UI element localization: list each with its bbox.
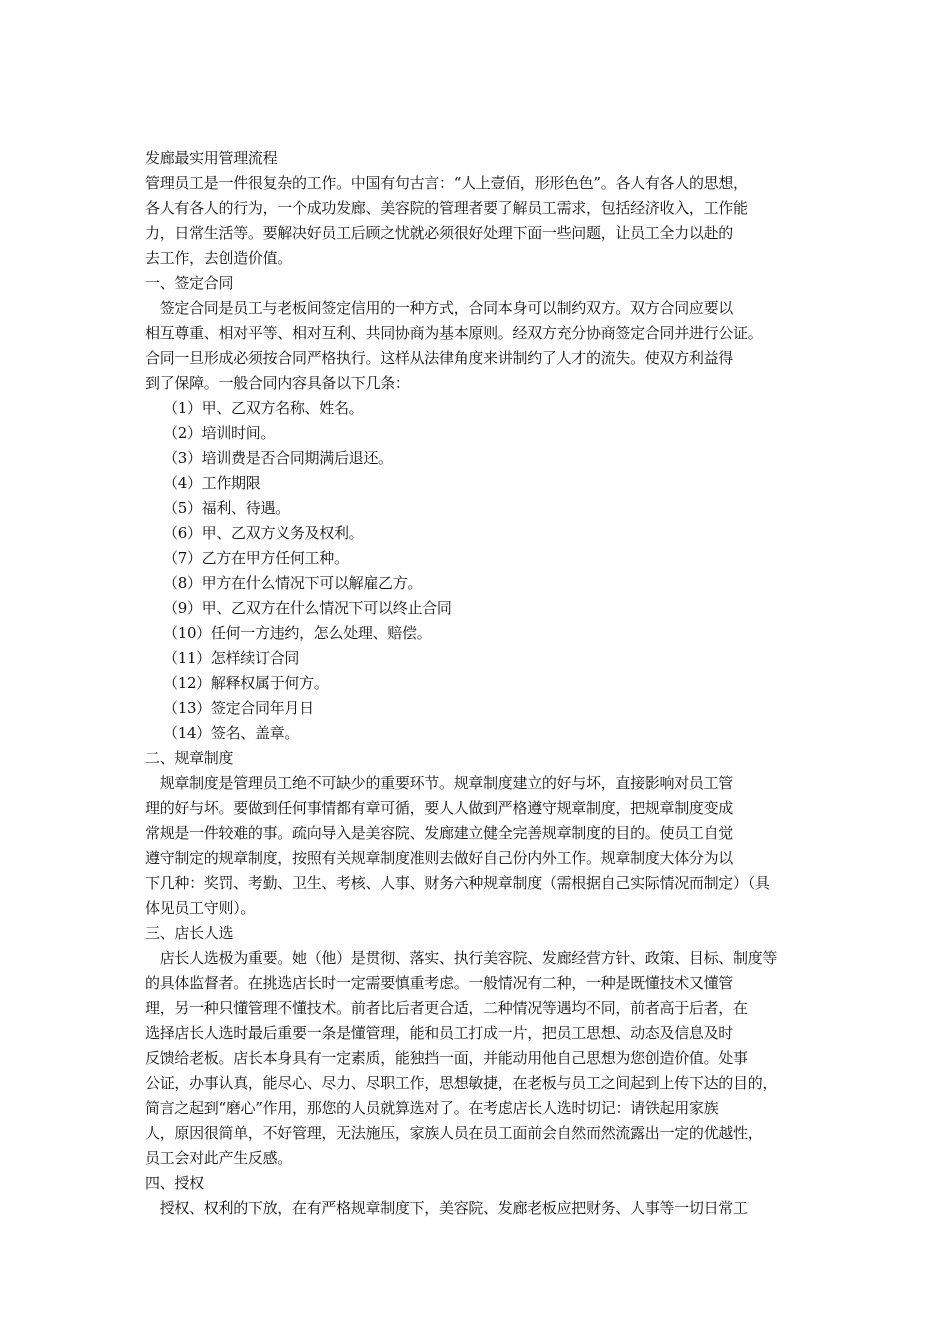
section-heading-authorization: 四、授权 [145, 1174, 204, 1192]
list-item: （11）怎样续订合同 [163, 649, 300, 667]
document-body [145, 146, 811, 1221]
regulations-paragraph [145, 771, 811, 921]
list-item: （12）解释权属于何方。 [163, 674, 329, 692]
paragraph-line: 下几种：奖罚、考勤、卫生、考核、人事、财务六种规章制度（需根据自己实际情况而制定）（具 [145, 874, 770, 892]
list-item: （3）培训费是否合同期满后退还。 [163, 449, 393, 467]
store-manager-paragraph [145, 946, 811, 1171]
section-heading-store-manager: 三、店长人选 [145, 924, 234, 942]
paragraph-line: 规章制度是管理员工绝不可缺少的重要环节。规章制度建立的好与坏，直接影响对员工管 [145, 774, 734, 792]
list-item: （9）甲、乙双方在什么情况下可以终止合同 [163, 599, 452, 617]
list-item: （14）签名、盖章。 [163, 724, 300, 742]
list-item: （6）甲、乙双方义务及权利。 [163, 524, 364, 542]
paragraph-line: 人，原因很简单，不好管理，无法施压，家族人员在员工面前会自然而然流露出一定的优越性， [145, 1124, 763, 1142]
list-item: （8）甲方在什么情况下可以解雇乙方。 [163, 574, 423, 592]
contract-items-list [145, 396, 811, 746]
paragraph-line: 各人有各人的行为，一个成功发廊、美容院的管理者要了解员工需求，包括经济收入，工作能 [145, 199, 748, 217]
paragraph-line: 店长人选极为重要。她（他）是贯彻、落实、执行美容院、发廊经营方针、政策、目标、制度等 [145, 949, 778, 967]
intro-paragraph [145, 171, 811, 271]
paragraph-line: 相互尊重、相对平等、相对互利、共同协商为基本原则。经双方充分协商签定合同并进行公证。 [145, 324, 763, 342]
paragraph-line: 合同一旦形成必须按合同严格执行。这样从法律角度来讲制约了人才的流失。使双方利益得 [145, 349, 734, 367]
section-heading-contract: 一、签定合同 [145, 274, 234, 292]
paragraph-line: 授权、权利的下放，在有严格规章制度下，美容院、发廊老板应把财务、人事等一切日常工 [145, 1199, 748, 1217]
paragraph-line: 力，日常生活等。要解决好员工后顾之忧就必须很好处理下面一些问题，让员工全力以赴的 [145, 224, 734, 242]
paragraph-line: 理的好与坏。要做到任何事情都有章可循，要人人做到严格遵守规章制度，把规章制度变成 [145, 799, 734, 817]
document-title: 发廊最实用管理流程 [145, 149, 278, 167]
paragraph-line: 管理员工是一件很复杂的工作。中国有句古言：“人上壹佰，形形色色”。各人有各人的思想， [145, 174, 748, 192]
paragraph-line: 遵守制定的规章制度，按照有关规章制度准则去做好自己份内外工作。规章制度大体分为以 [145, 849, 734, 867]
paragraph-line: 理，另一种只懂管理不懂技术。前者比后者更合适，二种情况等遇均不同，前者高于后者，在 [145, 999, 748, 1017]
list-item: （2）培训时间。 [163, 424, 276, 442]
paragraph-line: 选择店长人选时最后重要一条是懂管理，能和员工打成一片，把员工思想、动态及信息及时 [145, 1024, 734, 1042]
paragraph-line: 反馈给老板。店长本身具有一定素质，能独挡一面，并能动用他自己思想为您创造价值。处事 [145, 1049, 748, 1067]
contract-paragraph [145, 296, 811, 396]
paragraph-line: 常规是一件较难的事。疏向导入是美容院、发廊建立健全完善规章制度的目的。使员工自觉 [145, 824, 734, 842]
paragraph-line: 简言之起到“磨心”作用，那您的人员就算选对了。在考虑店长人选时切记：请铁起用家族 [145, 1099, 719, 1117]
paragraph-line: 员工会对此产生反感。 [145, 1149, 293, 1167]
list-item: （10）任何一方违约，怎么处理、赔偿。 [163, 624, 432, 642]
authorization-paragraph [145, 1196, 811, 1221]
list-item: （1）甲、乙双方名称、姓名。 [163, 399, 364, 417]
list-item: （5）福利、待遇。 [163, 499, 290, 517]
paragraph-line: 去工作，去创造价值。 [145, 249, 293, 267]
paragraph-line: 公证，办事认真，能尽心、尽力、尽职工作，思想敏捷，在老板与员工之间起到上传下达的目的， [145, 1074, 778, 1092]
paragraph-line: 体见员工守则）。 [145, 899, 256, 917]
list-item: （7）乙方在甲方任何工种。 [163, 549, 349, 567]
paragraph-line: 的具体监督者。在挑选店长时一定需要慎重考虑。一般情况有二种，一种是既懂技术又懂管 [145, 974, 734, 992]
paragraph-line: 签定合同是员工与老板间签定信用的一种方式，合同本身可以制约双方。双方合同应要以 [145, 299, 734, 317]
paragraph-line: 到了保障。一般合同内容具备以下几条： [145, 374, 410, 392]
list-item: （13）签定合同年月日 [163, 699, 314, 717]
list-item: （4）工作期限 [163, 474, 261, 492]
section-heading-regulations: 二、规章制度 [145, 749, 234, 767]
